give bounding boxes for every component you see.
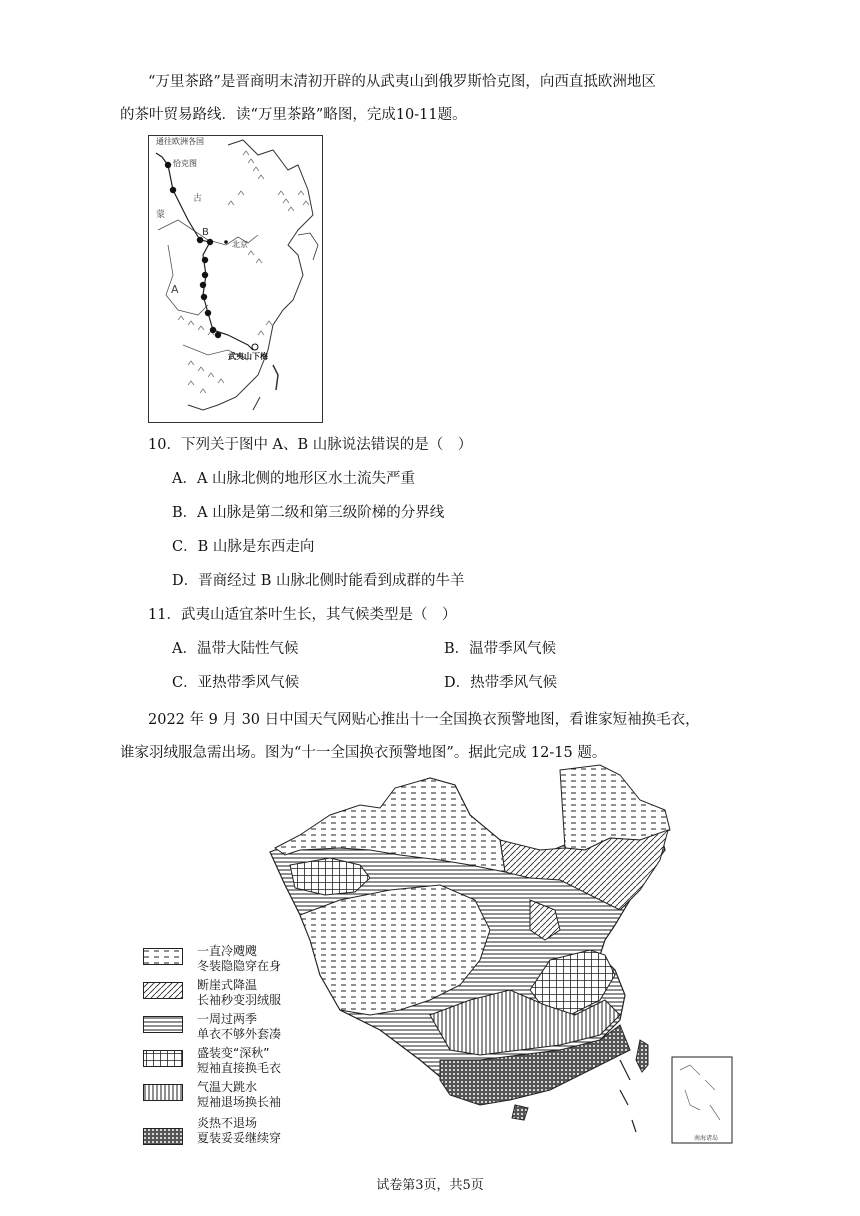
legend-swatch-grid <box>143 1050 183 1067</box>
tea-road-map <box>148 135 323 423</box>
label-b: B <box>202 227 209 238</box>
legend-hlines-line1: 一周过两季 <box>197 1012 258 1026</box>
legend-diag-line1: 断崖式降温 <box>197 978 258 992</box>
label-kyakhta: 恰克图 <box>173 159 197 168</box>
label-a: A <box>171 283 179 296</box>
q11-option-c: C．亚热带季风气候 <box>172 675 300 691</box>
label-beijing: 北京 <box>232 240 248 249</box>
legend-dots-line2: 夏装妥妥继续穿 <box>197 1131 282 1145</box>
legend-swatch-diag <box>143 982 183 999</box>
q11-option-d: D．热带季风气候 <box>444 675 558 691</box>
legend-hlines-line2: 单衣不够外套凑 <box>197 1027 282 1041</box>
legend-grid-line2: 短袖直接换毛衣 <box>197 1061 282 1075</box>
legend-diag-line2: 长袖秒变羽绒服 <box>197 993 282 1007</box>
legend-swatch-dots <box>143 1128 183 1145</box>
intro-line-2: 的茶叶贸易路线．读“万里茶路”略图，完成10-11题。 <box>120 107 467 123</box>
label-gu: 古 <box>193 194 203 204</box>
intro-line-1: “万里茶路”是晋商明末清初开辟的从武夷山到俄罗斯恰克图，向西直抵欧洲地区 <box>148 74 656 90</box>
q11-option-a: A．温带大陆性气候 <box>172 641 299 657</box>
south-china-sea-inset <box>672 1057 732 1143</box>
china-clothing-map <box>0 760 860 1170</box>
region-dots-taiwan <box>636 1040 648 1072</box>
page-footer: 试卷第3页，共5页 <box>376 1178 484 1193</box>
q10-stem: 10．下列关于图中 A、B 山脉说法错误的是（ ） <box>148 437 473 453</box>
legend-grid-line1: 盛装变“深秋” <box>197 1046 270 1060</box>
legend-swatch-hlines <box>143 1016 183 1033</box>
intro2-line-1: 2022 年 9 月 30 日中国天气网贴心推出十一全国换衣预警地图，看谁家短袖换毛衣， <box>148 712 700 728</box>
inset-label: 南海诸岛 <box>694 1135 719 1142</box>
q10-option-b: B．A 山脉是第二级和第三级阶梯的分界线 <box>172 505 445 521</box>
q10-option-c: C．B 山脉是东西走向 <box>172 539 315 555</box>
label-to-europe: 通往欧洲各国 <box>156 137 204 146</box>
legend-vlines-line1: 气温大跳水 <box>197 1080 258 1094</box>
legend-vlines-line2: 短袖退场换长袖 <box>197 1095 282 1109</box>
region-dots-hainan <box>512 1105 528 1120</box>
legend-swatch-dash <box>143 948 183 965</box>
legend-dash-line2: 冬装隐隐穿在身 <box>197 959 282 973</box>
intro2-line-2: 谁家羽绒服急需出场。图为“十一全国换衣预警地图”。据此完成 12-15 题。 <box>120 745 607 761</box>
label-wuyi: 武夷山下梅 <box>228 352 268 361</box>
legend-dots-line1: 炎热不退场 <box>197 1116 258 1130</box>
q11-stem: 11．武夷山适宜茶叶生长，其气候类型是（ ） <box>148 607 457 623</box>
legend-swatch-vlines <box>143 1084 183 1101</box>
label-meng: 蒙 <box>156 210 166 220</box>
q10-option-d: D．晋商经过 B 山脉北侧时能看到成群的牛羊 <box>172 573 465 589</box>
q10-option-a: A．A 山脉北侧的地形区水土流失严重 <box>172 471 416 487</box>
q11-option-b: B．温带季风气候 <box>444 641 557 657</box>
legend-dash-line1: 一直冷飕飕 <box>197 944 258 958</box>
